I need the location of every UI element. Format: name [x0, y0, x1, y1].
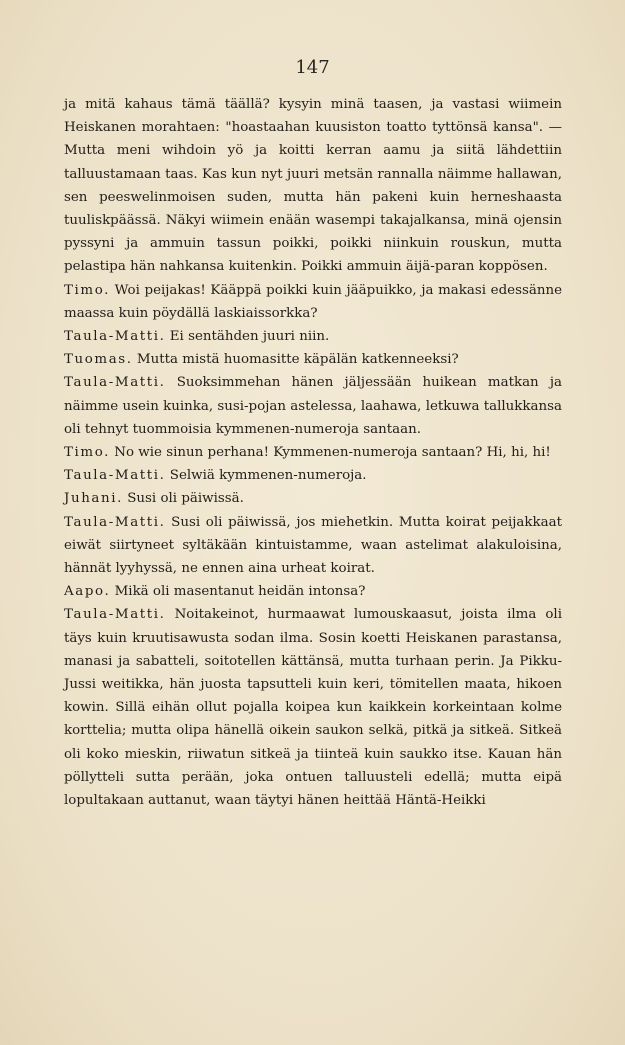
- speaker-name: Taula-Matti.: [64, 514, 166, 530]
- dialogue-line: [64, 441, 562, 464]
- dialogue-line: [64, 325, 562, 348]
- dialogue-text: Ei sentähden juuri niin.: [169, 329, 330, 345]
- dialogue-line: [64, 371, 562, 441]
- dialogue-line: [64, 348, 562, 371]
- dialogue-text: Noitakeinot, hurmaawat lumouskaasut, joista ilma oli täys kuin kruutisawusta sodan ilma. Sosin koetti Heiskanen parastansa, manasi ja sabatteli, soitotellen kättänsä, mutta turhaan perin. Ja Pikku-Jussi weitikka, hän juosta tapsutteli kuin keri, tömitellen maata, hikoen kowin. Sillä eihän ollut pojalla koipea kun kaikkein korkeintaan kolme korttelia; mutta olipa hänellä oikein saukon selkä, pitkä ja sitkeä. Sitkeä oli koko mieskin, riiwatun sitkeä ja tiinteä kuin saukko itse. Kauan hän pöllytteli sutta perään, joka ontuen talluusteli edellä; mutta eipä lopultakaan auttanut, waan täytyi hänen heittää Häntä-Heikki: [64, 607, 562, 809]
- speaker-name: Taula-Matti.: [64, 607, 166, 623]
- dialogue-line: [64, 580, 562, 603]
- paragraph-text: ja mitä kahaus tämä täällä? kysyin minä taasen, ja vastasi wiimein Heiskanen morahtaen: "hoastaahan kuusiston toatto tyttönsä kansa". — Mutta meni wihdoin yö ja koitti kerran aamu ja siitä lähdettiin talluustamaan taas. Kas kun nyt juuri metsän rannalla näimme hallawan, sen peeswelinmoisen suden, mutta hän pakeni kuin herneshaasta tuuliskpäässä. Näkyi wiimein enään wasempi takajalkansa, minä ojensin pyssyni ja ammuin tassun poikki, poikki niinkuin rouskun, mutta pelastipa hän nahkansa kuitenkin. Poikki ammuin äijä-paran koppösen.: [64, 97, 562, 275]
- page-number: 147: [295, 57, 330, 78]
- dialogue-text: Susi oli päiwissä, jos miehetkin. Mutta koirat peijakkaat eiwät siirtyneet syltäkään kintuistamme, waan astelimat alakuloisina, hännät lyyhyssä, ne ennen aina urheat koirat.: [64, 514, 562, 577]
- dialogue-line: [64, 279, 562, 325]
- dialogue-line: [64, 487, 562, 510]
- speaker-name: Aapo.: [64, 584, 111, 600]
- dialogue-line: [64, 511, 562, 581]
- opening-paragraph: [64, 93, 562, 279]
- speaker-name: Taula-Matti.: [64, 468, 166, 484]
- dialogue-text: Mutta mistä huomasitte käpälän katkenneeksi?: [136, 352, 459, 368]
- page-text: [64, 93, 562, 812]
- speaker-name: Taula-Matti.: [64, 329, 166, 345]
- dialogue-text: Suoksimmehan hänen jäljessään huikean matkan ja näimme usein kuinka, susi-pojan astelessa, laahawa, letkuwa tallukkansa oli tehnyt tuommoisia kymmenen-numeroja santaan.: [64, 375, 562, 437]
- dialogue-text: Woi peijakas! Kääppä poikki kuin jääpuikko, ja makasi edessänne maassa kuin pöydällä laskiaissorkka?: [64, 282, 562, 321]
- speaker-name: Timo.: [64, 445, 110, 461]
- dialogue-text: Selwiä kymmenen-numeroja.: [169, 468, 367, 484]
- speaker-name: Juhani.: [64, 491, 123, 507]
- dialogue-text: No wie sinun perhana! Kymmenen-numeroja santaan? Hi, hi, hi!: [114, 445, 551, 461]
- speaker-name: Tuomas.: [64, 352, 133, 368]
- dialogue-text: Susi oli päiwissä.: [127, 491, 244, 507]
- dialogue-text: Mikä oli masentanut heidän intonsa?: [114, 584, 366, 600]
- dialogue-line: [64, 464, 562, 487]
- dialogue-line: [64, 603, 562, 812]
- speaker-name: Taula-Matti.: [64, 375, 166, 391]
- speaker-name: Timo.: [64, 282, 110, 298]
